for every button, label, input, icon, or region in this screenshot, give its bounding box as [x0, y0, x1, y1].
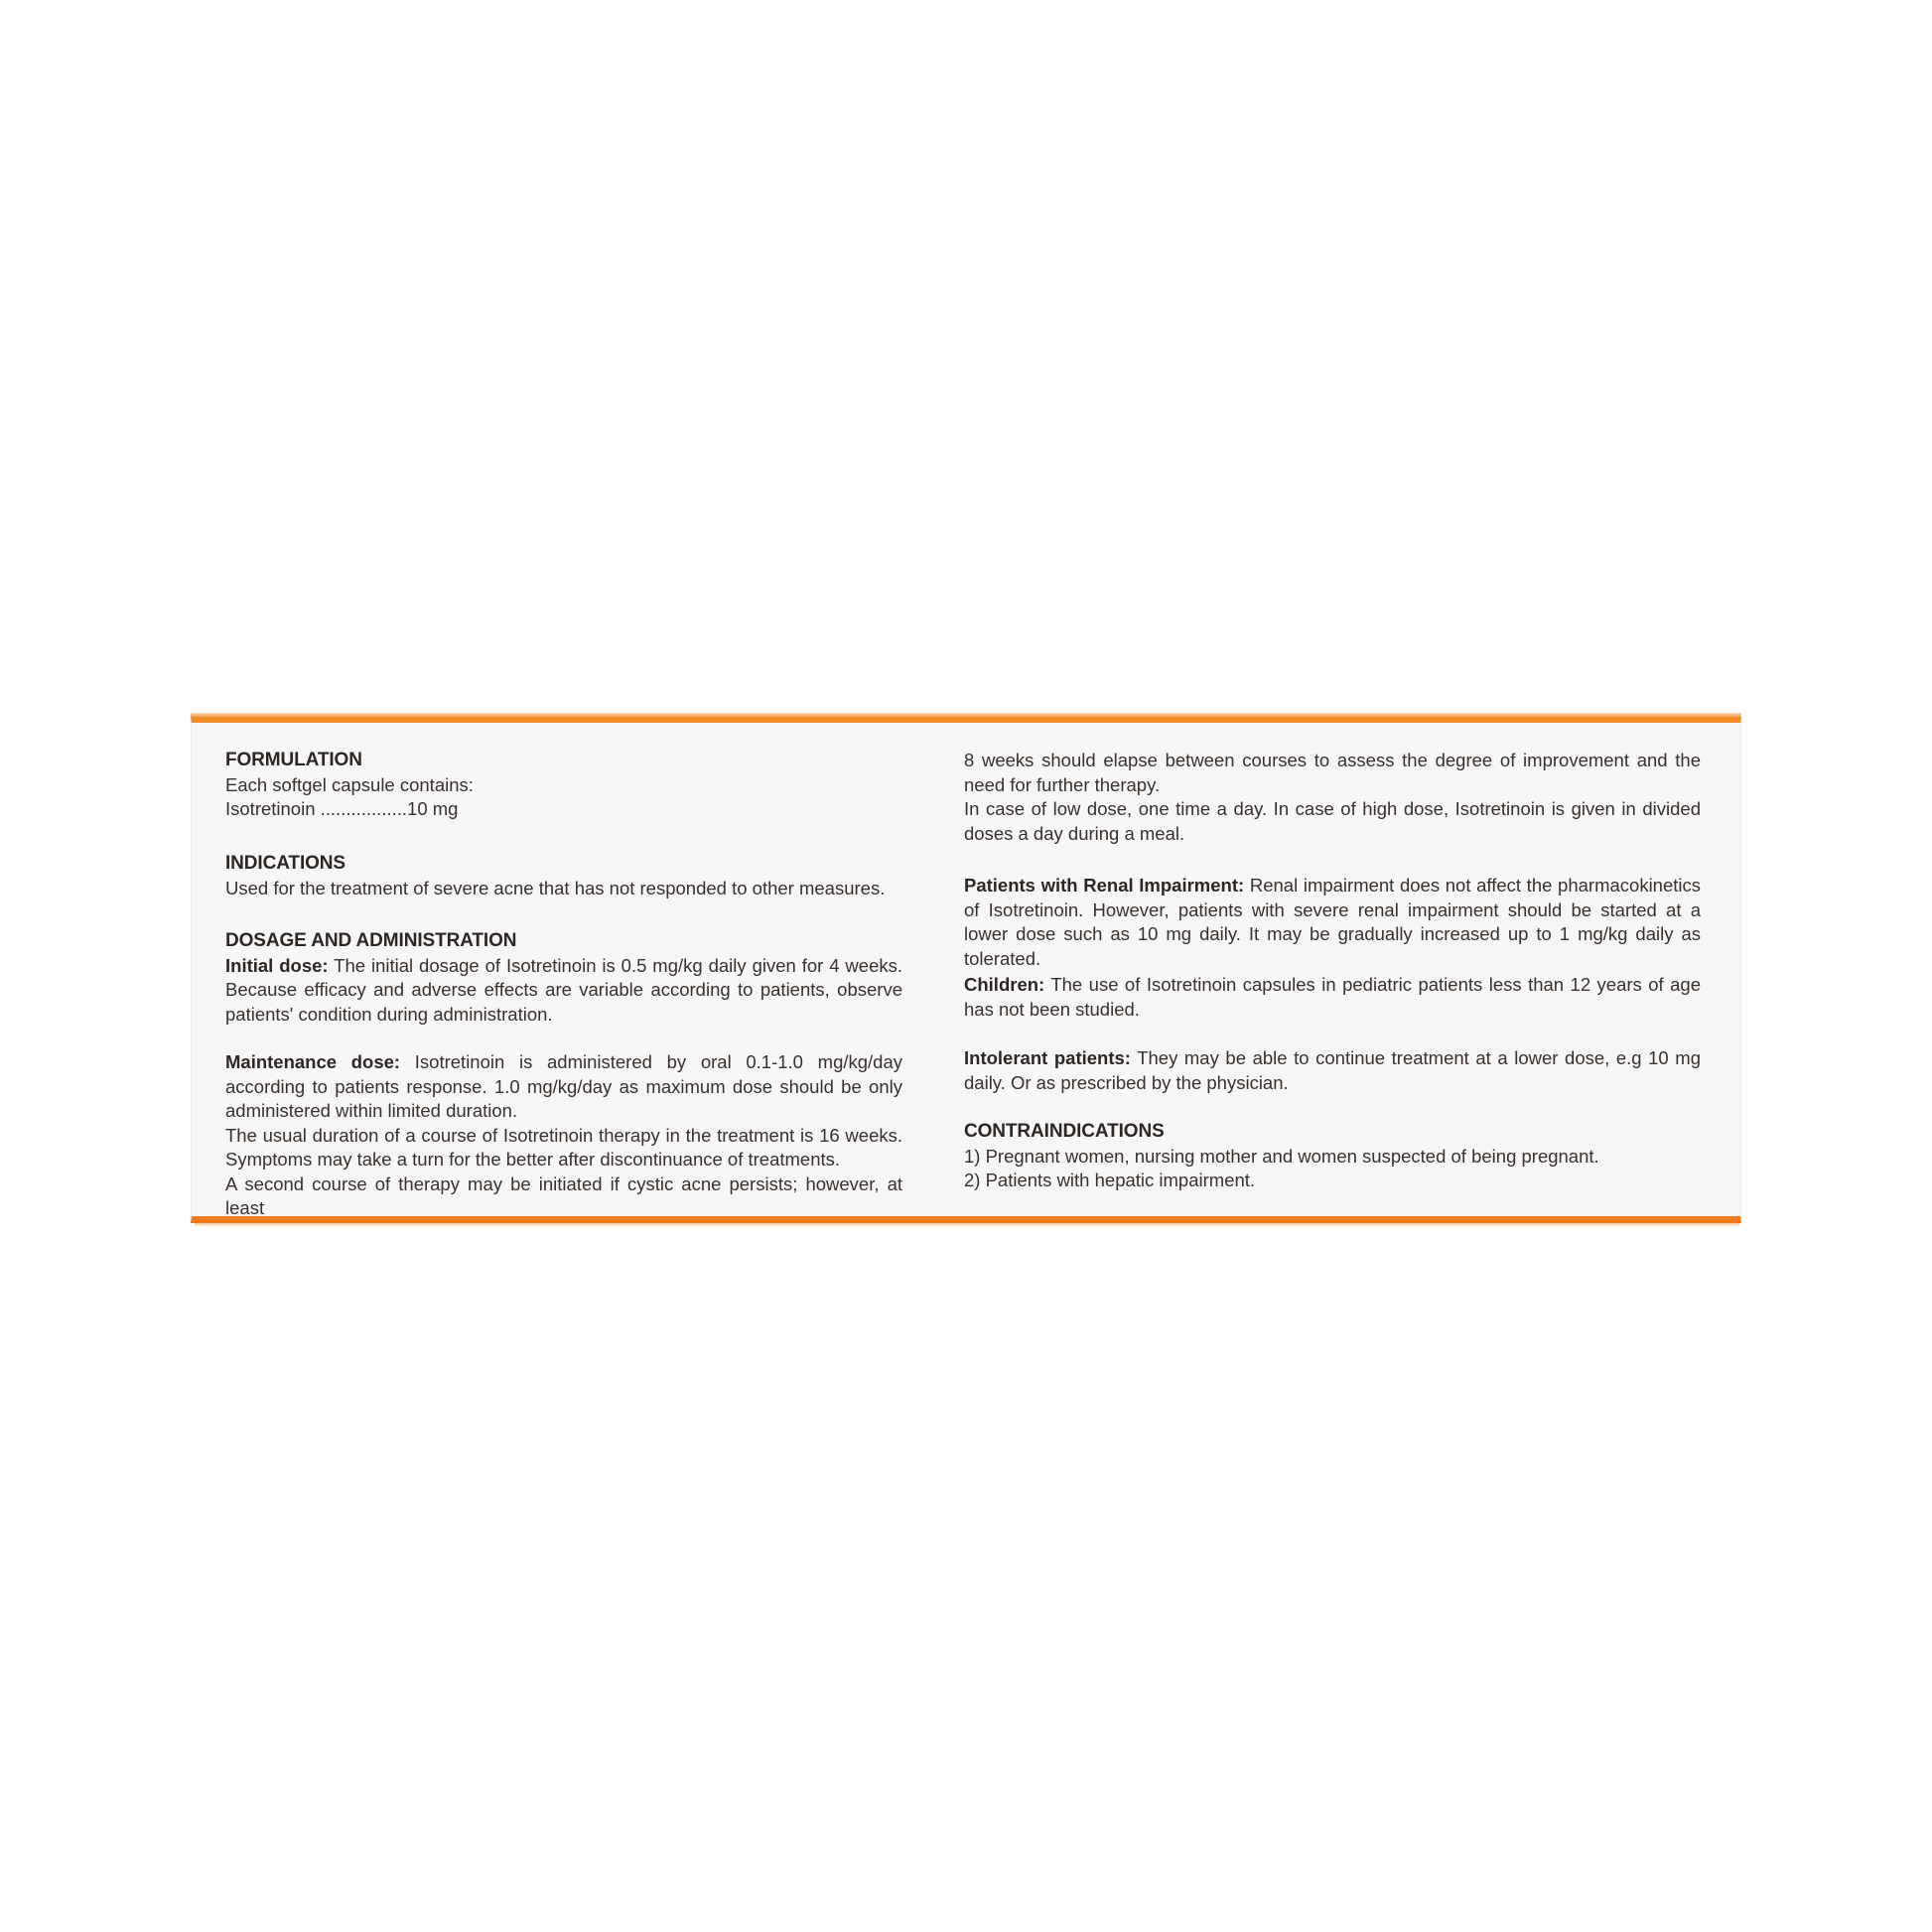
- ingredient-name: Isotretinoin: [225, 798, 316, 819]
- ingredient-line: [225, 797, 902, 822]
- contraindication-item-1: 1) Pregnant women, nursing mother and women suspected of being pregnant.: [964, 1145, 1599, 1167]
- intolerant-label: Intolerant patients:: [964, 1047, 1131, 1068]
- renal-label: Patients with Renal Impairment:: [964, 875, 1245, 896]
- package-bottom-shadow: [195, 1223, 1739, 1227]
- intolerant-paragraph: [964, 1046, 1701, 1095]
- second-course-paragraph: A second course of therapy may be initiated if cystic acne persists; however, at least: [225, 1173, 902, 1218]
- maintenance-dose-text: Isotretinoin is administered by oral 0.1-1.0 mg/kg/day according to patients response. 1.0 mg/kg/day as maximum dose should be only administered within limited duration.: [225, 1051, 902, 1121]
- indications-heading: INDICATIONS: [225, 853, 345, 874]
- formulation-heading: FORMULATION: [225, 750, 362, 770]
- initial-dose-text: The initial dosage of Isotretinoin is 0.5 mg/kg daily given for 4 weeks. Because efficacy and adverse effects are variable according to patients, observe patients' condition during administration.: [225, 954, 903, 1025]
- contraindications-section: [964, 1120, 1701, 1193]
- ingredient-leader: .................: [315, 798, 408, 819]
- dosage-heading: DOSAGE AND ADMINISTRATION: [225, 930, 517, 951]
- maintenance-dose-label: Maintenance dose:: [225, 1051, 401, 1072]
- indications-section: [225, 852, 902, 900]
- ingredient-amount: 10 mg: [407, 798, 459, 819]
- dosage-section: [225, 929, 902, 1027]
- children-label: Children:: [964, 974, 1045, 995]
- initial-dose-paragraph: [225, 954, 902, 1028]
- intolerant-section: [964, 1046, 1701, 1095]
- maintenance-paragraph: [225, 1050, 902, 1124]
- contraindication-item-2: 2) Patients with hepatic impairment.: [964, 1170, 1256, 1190]
- intolerant-text: They may be able to continue treatment at a lower dose, e.g 10 mg daily. Or as prescribed by the physician.: [964, 1047, 1702, 1093]
- formulation-line: Each softgel capsule contains:: [225, 773, 474, 795]
- renal-paragraph: [964, 874, 1701, 971]
- maintenance-section: [225, 1050, 902, 1221]
- indications-text: Used for the treatment of severe acne that has not responded to other measures.: [225, 877, 886, 898]
- low-dose-paragraph: In case of low dose, one time a day. In case of high dose, Isotretinoin is given in divided doses a day during a meal.: [964, 798, 1701, 844]
- renal-text: Renal impairment does not affect the pharmacokinetics of Isotretinoin. However, patients with severe renal impairment should be started at a lower dose such as 10 mg daily. It may be gradually increased up to 1 mg/kg daily as tolerated.: [964, 875, 1702, 969]
- continuation-paragraph: 8 weeks should elapse between courses to assess the degree of improvement and the need for further therapy.: [964, 750, 1701, 795]
- initial-dose-label: Initial dose:: [225, 954, 329, 976]
- contraindications-heading: CONTRAINDICATIONS: [964, 1121, 1165, 1142]
- children-paragraph: [964, 973, 1701, 1022]
- duration-paragraph: The usual duration of a course of Isotretinoin therapy in the treatment is 16 weeks. Symptoms may take a turn for the better after discontinuance of treatments.: [225, 1124, 902, 1170]
- formulation-section: [225, 749, 902, 822]
- children-text: The use of Isotretinoin capsules in pediatric patients less than 12 years of age has not been studied.: [964, 974, 1701, 1020]
- children-section: [964, 973, 1701, 1022]
- package-side-panel: [191, 717, 1741, 1223]
- renal-section: [964, 874, 1701, 971]
- continuation-section: [964, 749, 1701, 846]
